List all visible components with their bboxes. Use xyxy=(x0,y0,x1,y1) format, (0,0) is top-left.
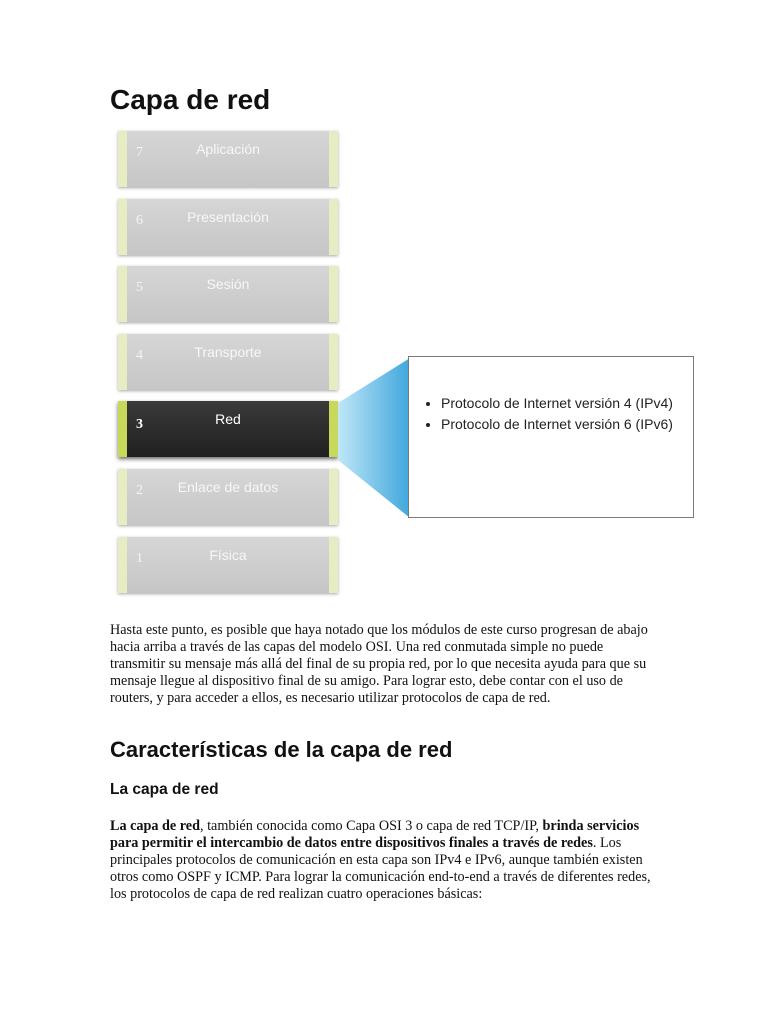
layer-number: 1 xyxy=(136,551,143,566)
list-item: • Protocolo de Internet versión 6 (IPv6) xyxy=(441,416,673,432)
callout-box xyxy=(408,356,694,518)
layer-name: Sesión xyxy=(206,276,250,292)
osi-layer-6 xyxy=(118,199,338,255)
layer-name: Física xyxy=(209,547,247,563)
layer-number: 7 xyxy=(136,145,143,160)
osi-layer-7 xyxy=(118,131,338,187)
page-title: Capa de red xyxy=(110,84,271,115)
layer-number: 2 xyxy=(136,483,143,498)
list-item: • Protocolo de Internet versión 4 (IPv4) xyxy=(441,395,673,411)
subsection-title: La capa de red xyxy=(110,781,219,798)
osi-layer-5 xyxy=(118,266,338,322)
protocol-list xyxy=(409,395,673,437)
layer-name: Enlace de datos xyxy=(177,479,279,495)
layer-number: 3 xyxy=(136,417,143,432)
layer-name: Transporte xyxy=(194,344,262,360)
osi-layer-3 xyxy=(118,401,338,457)
bold-term: La capa de red xyxy=(110,818,200,834)
text-span: . Los principales protocolos de comunicación en esta capa son IPv4 e IPv6, aunque también existen otros como OSPF y ICMP. Para lograr la comunicación end-to-end a través de diferentes redes, los protocolos de capa de red realizan cuatro operaciones básicas: xyxy=(110,835,651,902)
osi-layer-1 xyxy=(118,537,338,593)
layer-name: Aplicación xyxy=(196,141,260,157)
layer-name: Presentación xyxy=(187,209,269,225)
layer-number: 4 xyxy=(136,348,143,363)
osi-layer-2 xyxy=(118,469,338,525)
text-span: , también conocida como Capa OSI 3 o capa de red TCP/IP, xyxy=(200,818,543,834)
layer-name: Red xyxy=(215,411,241,427)
layer-number: 5 xyxy=(136,280,143,295)
section-title: Características de la capa de red xyxy=(110,737,453,762)
callout-connector xyxy=(338,356,410,520)
layer-number: 6 xyxy=(136,213,143,228)
osi-layer-4 xyxy=(118,334,338,390)
body-paragraph xyxy=(110,818,660,903)
intro-paragraph: Hasta este punto, es posible que haya notado que los módulos de este curso progresan de abajo hacia arriba a través de las capas del modelo OSI. Una red conmutada simple no puede transmitir su mensaje más allá del final de su propia red, por lo que necesita ayuda para que su mensaje llegue al dispositivo final de su amigo. Para lograr esto, debe contar con el uso de routers, y para acceder a ellos, es necesario utilizar protocolos de capa de red. xyxy=(110,622,648,706)
bold-definition: brinda servicios para permitir el intercambio de datos entre dispositivos finales a través de redes xyxy=(110,818,640,851)
